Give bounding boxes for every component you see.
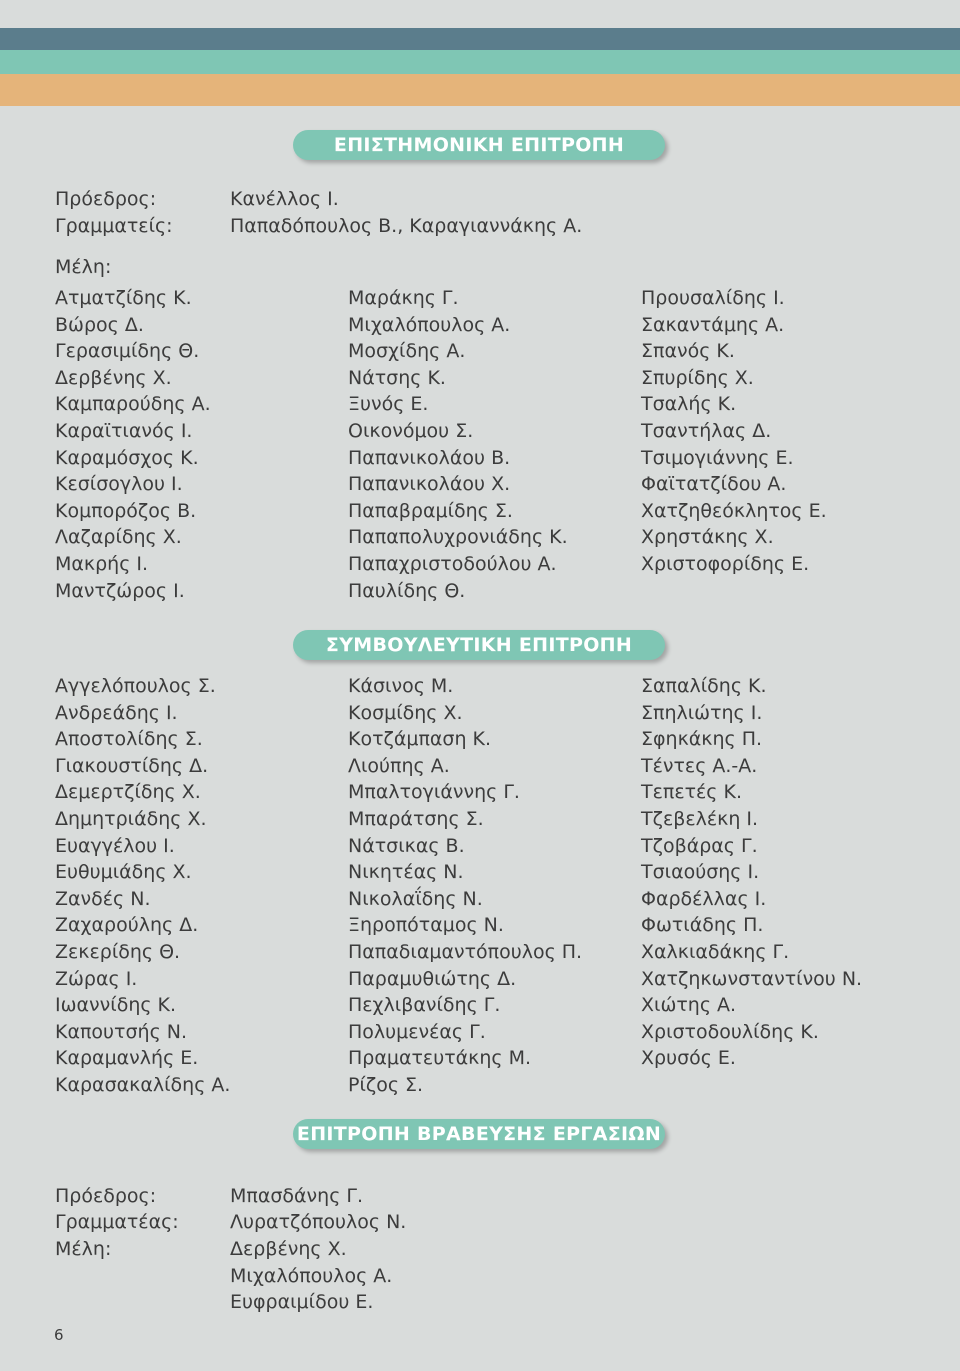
member-name: Ζανδές Ν. [55,887,151,910]
member-name: Τζεβελέκη Ι. [641,807,759,830]
member-name: Νικολαΐδης Ν. [348,887,483,910]
member-name: Ανδρεάδης Ι. [55,701,178,724]
advisory-members-col-1 [55,673,230,1099]
member-name: Κοσμίδης Χ. [348,701,463,724]
awards-secretary-label: Γραμματέας: [55,1211,179,1233]
member-name: Παπανικολάου Χ. [348,473,511,496]
member-name: Ζώρας Ι. [55,967,138,990]
member-name: Χαλκιαδάκης Γ. [641,940,790,963]
member-name: Τζοβάρας Γ. [641,834,758,857]
member-name: Τσιαούσης Ι. [641,861,760,884]
member-name: Τσιμογιάννης Ε. [641,446,794,469]
member-name: Μπαράτσης Σ. [348,807,484,830]
member-name: Ρίζος Σ. [348,1073,424,1096]
scientific-secretaries-label: Γραμματείς: [55,215,173,237]
member-name: Μιχαλόπουλος Α. [348,313,511,336]
member-name: Γιακουστίδης Δ. [55,754,209,777]
member-name: Ευαγγέλου Ι. [55,834,175,857]
scientific-committee-title: ΕΠΙΣΤΗΜΟΝΙΚΗ ΕΠΙΤΡΟΠΗ [293,130,665,160]
member-name: Αγγελόπουλος Σ. [55,675,216,697]
member-name: Μιχαλόπουλος Α. [230,1264,393,1287]
scientific-president-label: Πρόεδρος: [55,188,157,210]
member-name: Χρυσός Ε. [641,1047,736,1070]
member-name: Ξυνός Ε. [348,393,429,416]
member-name: Δεμερτζίδης Χ. [55,781,201,804]
awards-members-label: Μέλη: [55,1238,112,1260]
member-name: Σπυρίδης Χ. [641,366,754,389]
member-name: Παπαδιαμαντόπουλος Π. [348,940,583,963]
member-name: Τσαντήλας Δ. [641,419,772,442]
member-name: Κεσίσογλου Ι. [55,473,183,496]
member-name: Πεχλιβανίδης Γ. [348,994,501,1017]
member-name: Παπαπολυχρονιάδης Κ. [348,526,568,549]
scientific-members-col-1 [55,285,211,604]
member-name: Μπαλτογιάννης Γ. [348,781,520,804]
member-name: Χριστοδουλίδης Κ. [641,1020,819,1043]
awards-committee-title: ΕΠΙΤΡΟΠΗ ΒΡΑΒΕΥΣΗΣ ΕΡΓΑΣΙΩΝ [293,1119,665,1149]
scientific-secretaries-value: Παπαδόπουλος Β., Καραγιαννάκης Α. [230,215,583,237]
awards-members-list [230,1236,392,1316]
member-name: Γερασιμίδης Θ. [55,340,200,363]
member-name: Μοσχίδης Α. [348,340,466,363]
member-name: Παραμυθιώτης Δ. [348,967,517,990]
member-name: Τέντες Α.-Α. [641,754,758,777]
member-name: Νάτσης Κ. [348,366,446,389]
member-name: Σπανός Κ. [641,340,735,363]
member-name: Σαπαλίδης Κ. [641,675,767,697]
member-name: Νικητέας Ν. [348,861,464,884]
member-name: Καραμανλής Ε. [55,1047,199,1070]
member-name: Μαράκης Γ. [348,287,459,309]
member-name: Καπουτσής Ν. [55,1020,188,1043]
member-name: Καμπαρούδης Α. [55,393,211,416]
member-name: Λιούπης Α. [348,754,450,777]
member-name: Μαντζώρος Ι. [55,579,185,602]
member-name: Σακαντάμης Α. [641,313,785,336]
member-name: Καρασακαλίδης Α. [55,1073,231,1096]
member-name: Ζαχαρούλης Δ. [55,914,199,937]
page-number: 6 [54,1326,64,1344]
scientific-president-value: Κανέλλος Ι. [230,188,339,210]
member-name: Ξηροπόταμος Ν. [348,914,504,937]
awards-president-value: Μπασδάνης Γ. [230,1185,364,1207]
member-name: Τεπετές Κ. [641,781,742,804]
member-name: Παπανικολάου Β. [348,446,511,469]
member-name: Φαϊτατζίδου Α. [641,473,787,496]
member-name: Ευθυμιάδης Χ. [55,861,192,884]
scientific-members-col-3 [641,285,827,578]
advisory-members-col-3 [641,673,862,1072]
member-name: Φωτιάδης Π. [641,914,764,937]
member-name: Κάσινος Μ. [348,675,454,697]
header-stripe-orange [0,74,960,106]
member-name: Παπαβραμίδης Σ. [348,499,513,522]
scientific-members-col-2 [348,285,568,604]
header-stripe-teal [0,50,960,74]
member-name: Χιώτης Α. [641,994,737,1017]
member-name: Μακρής Ι. [55,552,149,575]
member-name: Καραμόσχος Κ. [55,446,199,469]
advisory-committee-title: ΣΥΜΒΟΥΛΕΥΤΙΚΗ ΕΠΙΤΡΟΠΗ [293,630,665,660]
member-name: Χατζηθεόκλητος Ε. [641,499,827,522]
member-name: Αποστολίδης Σ. [55,728,203,751]
member-name: Ζεκερίδης Θ. [55,940,181,963]
member-name: Παυλίδης Θ. [348,579,466,602]
member-name: Πολυμενέας Γ. [348,1020,486,1043]
member-name: Προυσαλίδης Ι. [641,287,785,309]
member-name: Χριστοφορίδης Ε. [641,552,810,575]
advisory-members-col-2 [348,673,582,1099]
member-name: Καραϊτιανός Ι. [55,419,193,442]
member-name: Τσαλής Κ. [641,393,737,416]
member-name: Πραματευτάκης Μ. [348,1047,532,1070]
member-name: Οικονόμου Σ. [348,419,474,442]
member-name: Δερβένης Χ. [55,366,172,389]
header-stripe-dark [0,28,960,50]
member-name: Φαρδέλλας Ι. [641,887,767,910]
member-name: Παπαχριστοδούλου Α. [348,552,557,575]
member-name: Λαζαρίδης Χ. [55,526,182,549]
member-name: Ατματζίδης Κ. [55,287,192,309]
member-name: Κομπορόζος Β. [55,499,197,522]
member-name: Βώρος Δ. [55,313,144,336]
member-name: Κοτζάμπαση Κ. [348,728,492,751]
member-name: Δημητριάδης Χ. [55,807,207,830]
awards-president-label: Πρόεδρος: [55,1185,157,1207]
member-name: Ευφραιμίδου Ε. [230,1291,374,1314]
scientific-members-label: Μέλη: [55,256,112,278]
member-name: Νάτσικας Β. [348,834,465,857]
member-name: Χρηστάκης Χ. [641,526,774,549]
member-name: Δερβένης Χ. [230,1238,347,1260]
member-name: Σπηλιώτης Ι. [641,701,763,724]
member-name: Ιωαννίδης Κ. [55,994,177,1017]
awards-secretary-value: Λυρατζόπουλος Ν. [230,1211,407,1233]
member-name: Σφηκάκης Π. [641,728,763,751]
member-name: Χατζηκωνσταντίνου Ν. [641,967,863,990]
